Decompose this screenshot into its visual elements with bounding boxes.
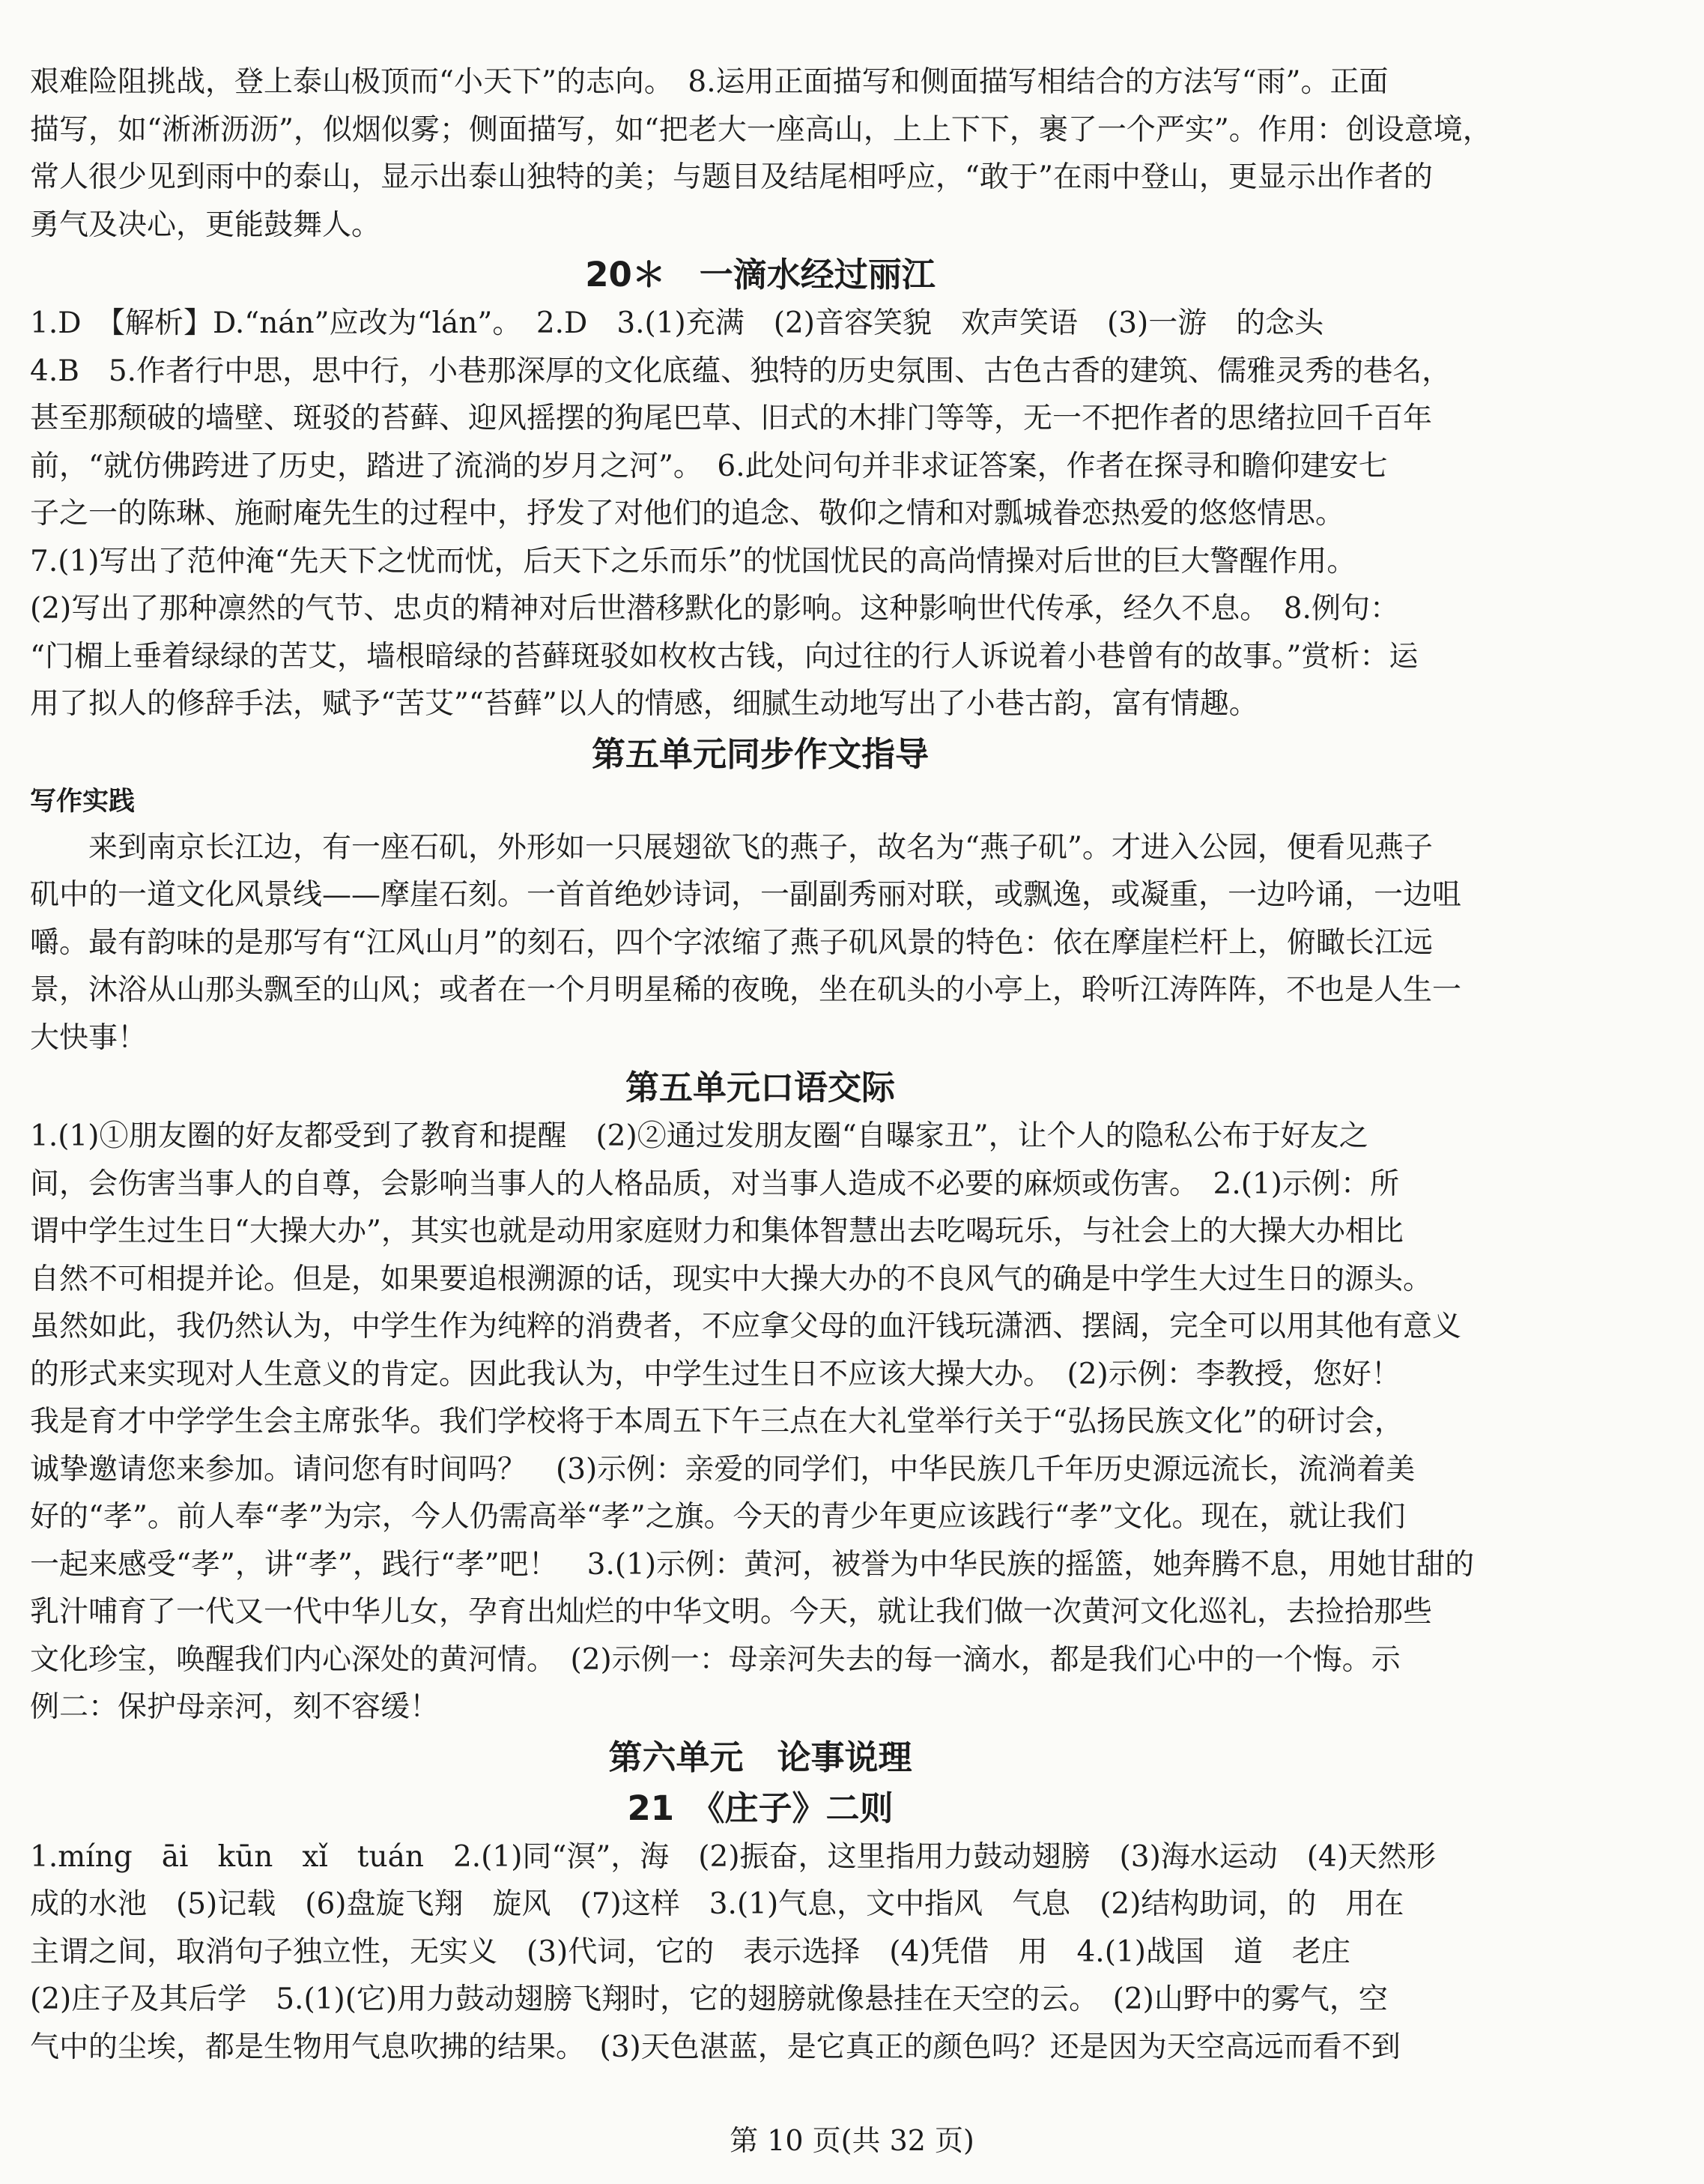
section-writing-practice xyxy=(30,824,1491,1062)
text-line: (2)庄子及其后学 5.(1)(它)用力鼓动翅膀飞翔时，它的翅膀就像悬挂在天空的云。 (2)山野中的雾气，空 xyxy=(30,1982,1388,2016)
section-lesson-20 xyxy=(30,300,1491,728)
text-line: 成的水池 (5)记载 (6)盘旋飞翔 旋风 (7)这样 3.(1)气息，文中指风 气息 (2)结构助词，的 用在 xyxy=(30,1887,1404,1921)
text-line: 1.D 【解析】D.“nán”应改为“lán”。 2.D 3.(1)充满 (2)音容笑貌 欢声笑语 (3)一游 的念头 xyxy=(30,306,1324,340)
text-line: 4.B 5.作者行中思，思中行，小巷那深厚的文化底蕴、独特的历史氛围、古色古香的建筑、儒雅灵秀的巷名， xyxy=(30,354,1452,388)
text-line: 常人很少见到雨中的泰山，显示出泰山独特的美；与题目及结尾相呼应，“敢于”在雨中登山，更显示出作者的 xyxy=(30,160,1433,194)
text-line: 嚼。最有韵味的是那写有“江风山月”的刻石，四个字浓缩了燕子矶风景的特色：依在摩崖栏杆上，俯瞰长江远 xyxy=(30,925,1433,960)
section-oral-communication xyxy=(30,1113,1491,1731)
text-line: 的形式来实现对人生意义的肯定。因此我认为，中学生过生日不应该大操大办。 (2)示例：李教授，您好！ xyxy=(30,1357,1401,1391)
text-line: 1.míng āi kūn xǐ tuán 2.(1)同“溟”，海 (2)振奋，这里指用力鼓动翅膀 (3)海水运动 (4)天然形 xyxy=(30,1839,1437,1874)
heading-lesson-21: 21 《庄子》二则 xyxy=(627,1788,894,1828)
text-line: 大快事！ xyxy=(30,1020,148,1055)
text-line: 例二：保护母亲河，刻不容缓！ xyxy=(30,1690,440,1724)
answer-page xyxy=(30,58,1491,2071)
text-line: 好的“孝”。前人奉“孝”为宗，今人仍需高举“孝”之旗。今天的青少年更应该践行“孝”文化。现在，就让我们 xyxy=(30,1500,1406,1534)
text-line: 描写，如“淅淅沥沥”，似烟似雾；侧面描写，如“把老大一座高山，上上下下，裹了一个严实”。作用：创设意境， xyxy=(30,112,1492,147)
text-line: “门楣上垂着绿绿的苦艾，墙根暗绿的苔藓斑驳如枚枚古钱，向过往的行人诉说着小巷曾有的故事。”赏析：运 xyxy=(30,639,1419,674)
text-line: 虽然如此，我仍然认为，中学生作为纯粹的消费者，不应拿父母的血汗钱玩潇洒、摆阔，完全可以用其他有意义 xyxy=(30,1310,1462,1343)
heading-unit-6: 第六单元 论事说理 xyxy=(608,1737,912,1777)
text-line: 谓中学生过生日“大操大办”，其实也就是动用家庭财力和集体智慧出去吃喝玩乐，与社会上的大操大办相比 xyxy=(30,1214,1404,1248)
text-line: 前，“就仿佛跨进了历史，踏进了流淌的岁月之河”。 6.此处问句并非求证答案，作者在探寻和瞻仰建安七 xyxy=(30,449,1388,483)
section-lesson-21 xyxy=(30,1833,1491,2072)
heading-oral-communication: 第五单元口语交际 xyxy=(625,1068,895,1107)
heading-writing-guide: 第五单元同步作文指导 xyxy=(591,733,929,774)
text-line: 一起来感受“孝”，讲“孝”，践行“孝”吧！ 3.(1)示例：黄河，被誉为中华民族的摇篮，她奔腾不息，用她甘甜的 xyxy=(30,1547,1475,1582)
text-line: 矶中的一道文化风景线——摩崖石刻。一首首绝妙诗词，一副副秀丽对联，或飘逸，或凝重，一边吟诵，一边咀 xyxy=(30,878,1462,912)
text-line: 景，沐浴从山那头飘至的山风；或者在一个月明星稀的夜晚，坐在矶头的小亭上，聆听江涛阵阵，不也是人生一 xyxy=(30,973,1462,1007)
text-line: 1.(1)①朋友圈的好友都受到了教育和提醒 (2)②通过发朋友圈“自曝家丑”，让个人的隐私公布于好友之 xyxy=(30,1119,1368,1153)
text-line: 来到南京长江边，有一座石矶，外形如一只展翅欲飞的燕子，故名为“燕子矶”。才进入公园，便看见燕子 xyxy=(88,830,1433,865)
text-line: 诚挚邀请您来参加。请问您有时间吗？ (3)示例：亲爱的同学们，中华民族几千年历史源远流长，流淌着美 xyxy=(30,1452,1416,1486)
text-line: 乳汁哺育了一代又一代中华儿女，孕育出灿烂的中华文明。今天，就让我们做一次黄河文化巡礼，去捡拾那些 xyxy=(30,1595,1433,1629)
section-19-tail xyxy=(30,58,1491,249)
page-number-footer: 第 10 页(共 32 页) xyxy=(730,2124,974,2157)
heading-lesson-20: 20＊ 一滴水经过丽江 xyxy=(585,255,936,294)
text-line: 7.(1)写出了范仲淹“先天下之忧而忧，后天下之乐而乐”的忧国忧民的高尚情操对后世的巨大警醒作用。 xyxy=(30,544,1356,578)
text-line: 用了拟人的修辞手法，赋予“苦艾”“苔藓”以人的情感，细腻生动地写出了小巷古韵，富有情趣。 xyxy=(30,687,1258,721)
text-line: 主谓之间，取消句子独立性，无实义 (3)代词，它的 表示选择 (4)凭借 用 4.(1)战国 道 老庄 xyxy=(30,1935,1350,1969)
text-line: 文化珍宝，唤醒我们内心深处的黄河情。 (2)示例一：母亲河失去的每一滴水，都是我们心中的一个悔。示 xyxy=(30,1642,1401,1677)
text-line: 我是育才中学学生会主席张华。我们学校将于本周五下午三点在大礼堂举行关于“弘扬民族文化”的研讨会， xyxy=(30,1405,1404,1439)
text-line: 艰难险阻挑战，登上泰山极顶而“小天下”的志向。 8.运用正面描写和侧面描写相结合的方法写“雨”。正面 xyxy=(30,65,1389,99)
text-line: 勇气及决心，更能鼓舞人。 xyxy=(30,208,381,242)
text-line: 自然不可相提并论。但是，如果要追根溯源的话，现实中大操大办的不良风气的确是中学生大过生日的源头。 xyxy=(30,1262,1433,1296)
text-line: 甚至那颓破的墙壁、斑驳的苔藓、迎风摇摆的狗尾巴草、旧式的木排门等等，无一不把作者的思绪拉回千百年 xyxy=(30,402,1433,435)
subheading-writing-practice: 写作实践 xyxy=(30,786,136,817)
text-line: (2)写出了那种凛然的气节、忠贞的精神对后世潜移默化的影响。这种影响世代传承，经久不息。 8.例句： xyxy=(30,592,1399,626)
text-line: 间，会伤害当事人的自尊，会影响当事人的人格品质，对当事人造成不必要的麻烦或伤害。 2.(1)示例：所 xyxy=(30,1167,1399,1201)
text-line: 子之一的陈琳、施耐庵先生的过程中，抒发了对他们的追念、敬仰之情和对瓢城眷恋热爱的悠悠情思。 xyxy=(30,497,1345,530)
text-line: 气中的尘埃，都是生物用气息吹拂的结果。 (3)天色湛蓝，是它真正的颜色吗？还是因为天空高远而看不到 xyxy=(30,2030,1401,2064)
